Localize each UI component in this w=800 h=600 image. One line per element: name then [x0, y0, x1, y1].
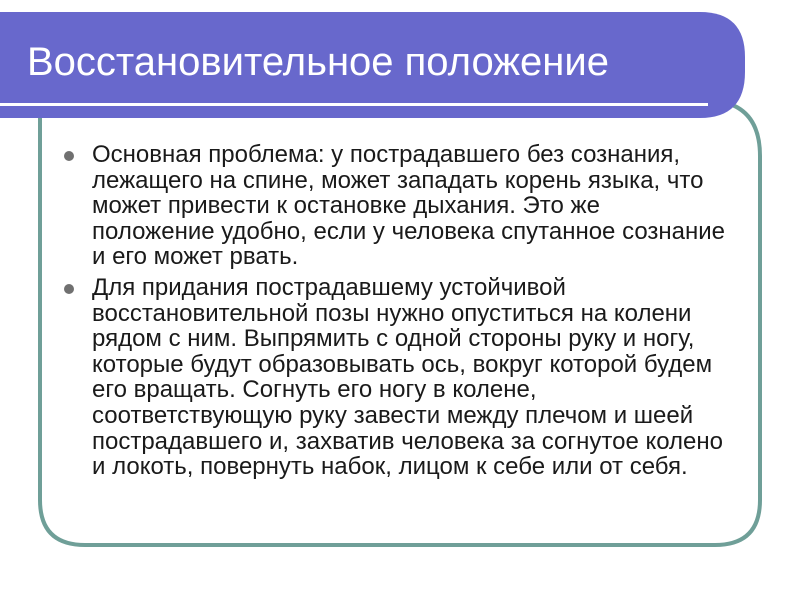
bullet-item	[58, 142, 726, 270]
bullet-text: Для придания пострадавшему устойчивой восстановительной позы нужно опуститься на колени рядом с ним. Выпрямить с одной стороны руку и ногу, которые будут образовывать ось, вокруг которой будем его вращать. Согнуть его ногу в колене, соответствующую руку завести между плечом и шеей пострадавшего и, захватив человека за согнутое колено и локоть, повернуть набок, лицом к себе или от себя.	[92, 273, 724, 481]
title-underline	[0, 103, 708, 106]
bullet-icon	[64, 284, 74, 294]
slide-title: Восстановительное положение	[27, 40, 609, 84]
bullet-item	[58, 275, 726, 480]
bullet-text: Основная проблема: у пострадавшего без сознания, лежащего на спине, может западать корень языка, что может привести к остановке дыхания. Это же положение удобно, если у человека спутанное сознание и его может рвать.	[92, 141, 726, 271]
bullet-list	[58, 142, 726, 485]
bullet-icon	[64, 151, 74, 161]
